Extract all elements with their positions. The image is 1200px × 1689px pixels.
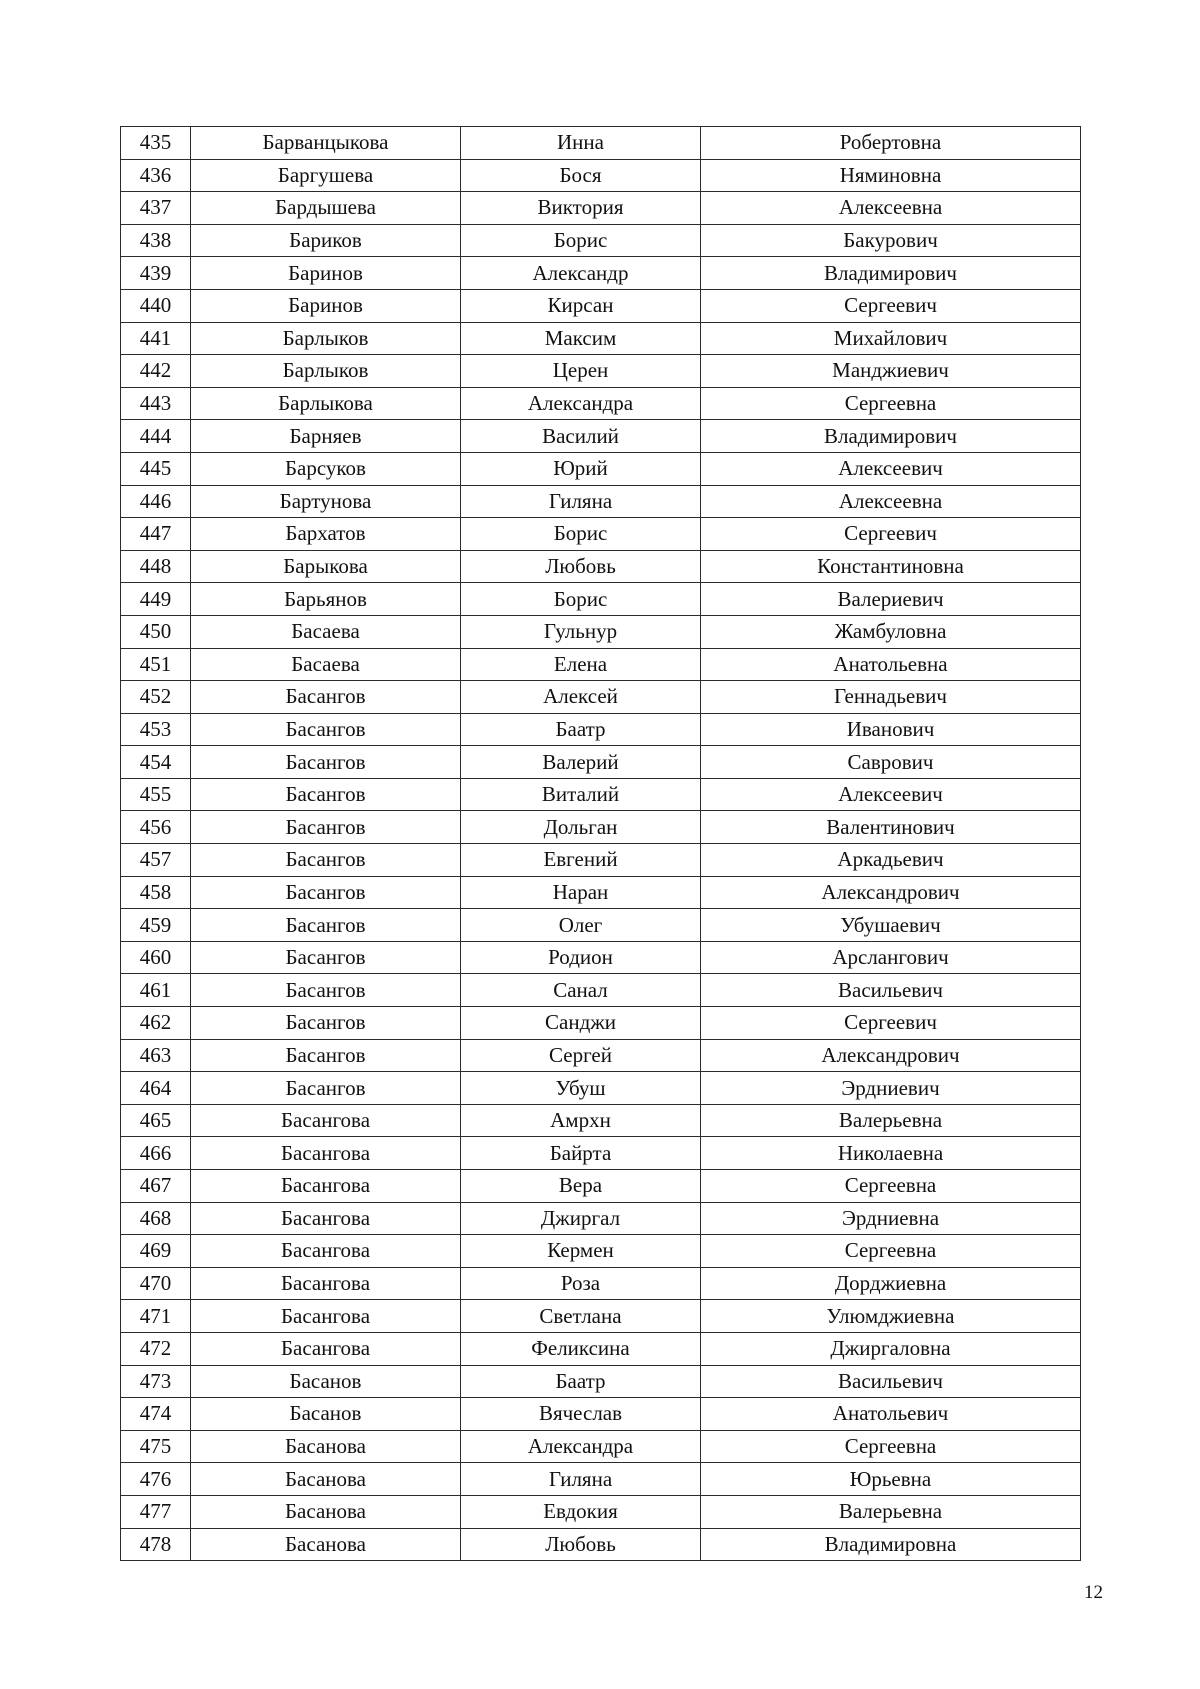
patronymic-cell: Владимирович: [701, 420, 1081, 453]
table-row: [121, 1365, 1081, 1398]
patronymic-cell: Константиновна: [701, 550, 1081, 583]
row-number-cell: 445: [121, 452, 191, 485]
first-name-cell: Елена: [461, 648, 701, 681]
last-name-cell: Басанова: [191, 1528, 461, 1561]
first-name-cell: Любовь: [461, 550, 701, 583]
table-row: [121, 322, 1081, 355]
patronymic-cell: Бакурович: [701, 224, 1081, 257]
row-number-cell: 463: [121, 1039, 191, 1072]
first-name-cell: Александра: [461, 387, 701, 420]
patronymic-cell: Александрович: [701, 876, 1081, 909]
table-row: [121, 1007, 1081, 1040]
patronymic-cell: Саврович: [701, 746, 1081, 779]
last-name-cell: Басанова: [191, 1430, 461, 1463]
first-name-cell: Инна: [461, 127, 701, 160]
first-name-cell: Вячеслав: [461, 1398, 701, 1431]
roster-table-body: [121, 127, 1081, 1561]
patronymic-cell: Улюмджиевна: [701, 1300, 1081, 1333]
row-number-cell: 473: [121, 1365, 191, 1398]
table-row: [121, 844, 1081, 877]
table-row: [121, 681, 1081, 714]
table-row: [121, 1463, 1081, 1496]
row-number-cell: 452: [121, 681, 191, 714]
table-row: [121, 1072, 1081, 1105]
row-number-cell: 440: [121, 289, 191, 322]
patronymic-cell: Арслангович: [701, 941, 1081, 974]
patronymic-cell: Эрдниевич: [701, 1072, 1081, 1105]
row-number-cell: 469: [121, 1235, 191, 1268]
table-row: [121, 1039, 1081, 1072]
patronymic-cell: Иванович: [701, 713, 1081, 746]
last-name-cell: Басангова: [191, 1267, 461, 1300]
first-name-cell: Олег: [461, 909, 701, 942]
last-name-cell: Басангов: [191, 1007, 461, 1040]
first-name-cell: Юрий: [461, 452, 701, 485]
last-name-cell: Бархатов: [191, 518, 461, 551]
row-number-cell: 467: [121, 1170, 191, 1203]
last-name-cell: Басангов: [191, 1072, 461, 1105]
patronymic-cell: Манджиевич: [701, 355, 1081, 388]
first-name-cell: Джиргал: [461, 1202, 701, 1235]
row-number-cell: 444: [121, 420, 191, 453]
table-row: [121, 159, 1081, 192]
row-number-cell: 468: [121, 1202, 191, 1235]
last-name-cell: Бардышева: [191, 192, 461, 225]
table-row: [121, 876, 1081, 909]
last-name-cell: Басангова: [191, 1170, 461, 1203]
table-row: [121, 127, 1081, 160]
patronymic-cell: Анатольевна: [701, 648, 1081, 681]
patronymic-cell: Сергеевна: [701, 1430, 1081, 1463]
last-name-cell: Басангов: [191, 746, 461, 779]
table-row: [121, 648, 1081, 681]
row-number-cell: 460: [121, 941, 191, 974]
table-row: [121, 1528, 1081, 1561]
table-row: [121, 224, 1081, 257]
table-row: [121, 1202, 1081, 1235]
first-name-cell: Борис: [461, 224, 701, 257]
last-name-cell: Баринов: [191, 289, 461, 322]
first-name-cell: Роза: [461, 1267, 701, 1300]
last-name-cell: Басангова: [191, 1332, 461, 1365]
table-row: [121, 1398, 1081, 1431]
row-number-cell: 478: [121, 1528, 191, 1561]
row-number-cell: 464: [121, 1072, 191, 1105]
table-row: [121, 289, 1081, 322]
patronymic-cell: Эрдниевна: [701, 1202, 1081, 1235]
last-name-cell: Басангова: [191, 1104, 461, 1137]
row-number-cell: 456: [121, 811, 191, 844]
first-name-cell: Сергей: [461, 1039, 701, 1072]
first-name-cell: Борис: [461, 583, 701, 616]
last-name-cell: Басангов: [191, 1039, 461, 1072]
last-name-cell: Басангов: [191, 681, 461, 714]
patronymic-cell: Сергеевич: [701, 289, 1081, 322]
table-row: [121, 811, 1081, 844]
last-name-cell: Бартунова: [191, 485, 461, 518]
patronymic-cell: Няминовна: [701, 159, 1081, 192]
patronymic-cell: Аркадьевич: [701, 844, 1081, 877]
row-number-cell: 449: [121, 583, 191, 616]
table-row: [121, 941, 1081, 974]
row-number-cell: 459: [121, 909, 191, 942]
last-name-cell: Барлыков: [191, 322, 461, 355]
first-name-cell: Александра: [461, 1430, 701, 1463]
table-row: [121, 974, 1081, 1007]
last-name-cell: Баринов: [191, 257, 461, 290]
first-name-cell: Баатр: [461, 713, 701, 746]
last-name-cell: Басангов: [191, 909, 461, 942]
last-name-cell: Басаева: [191, 648, 461, 681]
first-name-cell: Байрта: [461, 1137, 701, 1170]
row-number-cell: 461: [121, 974, 191, 1007]
row-number-cell: 436: [121, 159, 191, 192]
row-number-cell: 457: [121, 844, 191, 877]
first-name-cell: Гиляна: [461, 485, 701, 518]
first-name-cell: Кермен: [461, 1235, 701, 1268]
patronymic-cell: Юрьевна: [701, 1463, 1081, 1496]
patronymic-cell: Сергеевич: [701, 1007, 1081, 1040]
table-row: [121, 518, 1081, 551]
patronymic-cell: Анатольевич: [701, 1398, 1081, 1431]
patronymic-cell: Алексеевна: [701, 485, 1081, 518]
patronymic-cell: Жамбуловна: [701, 615, 1081, 648]
table-row: [121, 420, 1081, 453]
patronymic-cell: Сергеевна: [701, 387, 1081, 420]
last-name-cell: Барыкова: [191, 550, 461, 583]
first-name-cell: Александр: [461, 257, 701, 290]
table-row: [121, 192, 1081, 225]
table-row: [121, 485, 1081, 518]
last-name-cell: Басаева: [191, 615, 461, 648]
patronymic-cell: Васильевич: [701, 1365, 1081, 1398]
roster-table: [120, 126, 1081, 1561]
first-name-cell: Родион: [461, 941, 701, 974]
first-name-cell: Алексей: [461, 681, 701, 714]
last-name-cell: Баргушева: [191, 159, 461, 192]
first-name-cell: Евгений: [461, 844, 701, 877]
patronymic-cell: Васильевич: [701, 974, 1081, 1007]
last-name-cell: Басангов: [191, 941, 461, 974]
first-name-cell: Гульнур: [461, 615, 701, 648]
first-name-cell: Борис: [461, 518, 701, 551]
patronymic-cell: Джиргаловна: [701, 1332, 1081, 1365]
last-name-cell: Басангова: [191, 1300, 461, 1333]
first-name-cell: Бося: [461, 159, 701, 192]
first-name-cell: Светлана: [461, 1300, 701, 1333]
patronymic-cell: Валерьевна: [701, 1495, 1081, 1528]
first-name-cell: Санджи: [461, 1007, 701, 1040]
row-number-cell: 466: [121, 1137, 191, 1170]
last-name-cell: Басангова: [191, 1137, 461, 1170]
last-name-cell: Басангов: [191, 876, 461, 909]
table-row: [121, 550, 1081, 583]
last-name-cell: Барьянов: [191, 583, 461, 616]
last-name-cell: Басангова: [191, 1202, 461, 1235]
table-row: [121, 778, 1081, 811]
row-number-cell: 450: [121, 615, 191, 648]
table-row: [121, 909, 1081, 942]
first-name-cell: Кирсан: [461, 289, 701, 322]
row-number-cell: 451: [121, 648, 191, 681]
patronymic-cell: Сергеевна: [701, 1170, 1081, 1203]
row-number-cell: 442: [121, 355, 191, 388]
page-number: 12: [1084, 1582, 1103, 1603]
table-row: [121, 452, 1081, 485]
row-number-cell: 438: [121, 224, 191, 257]
table-row: [121, 713, 1081, 746]
row-number-cell: 437: [121, 192, 191, 225]
table-row: [121, 583, 1081, 616]
row-number-cell: 474: [121, 1398, 191, 1431]
patronymic-cell: Михайлович: [701, 322, 1081, 355]
table-row: [121, 615, 1081, 648]
patronymic-cell: Владимирович: [701, 257, 1081, 290]
patronymic-cell: Валерьевна: [701, 1104, 1081, 1137]
row-number-cell: 454: [121, 746, 191, 779]
row-number-cell: 475: [121, 1430, 191, 1463]
first-name-cell: Евдокия: [461, 1495, 701, 1528]
first-name-cell: Убуш: [461, 1072, 701, 1105]
last-name-cell: Басанова: [191, 1495, 461, 1528]
first-name-cell: Феликсина: [461, 1332, 701, 1365]
row-number-cell: 447: [121, 518, 191, 551]
row-number-cell: 446: [121, 485, 191, 518]
patronymic-cell: Александрович: [701, 1039, 1081, 1072]
patronymic-cell: Убушаевич: [701, 909, 1081, 942]
first-name-cell: Виталий: [461, 778, 701, 811]
patronymic-cell: Валериевич: [701, 583, 1081, 616]
row-number-cell: 458: [121, 876, 191, 909]
first-name-cell: Вера: [461, 1170, 701, 1203]
first-name-cell: Любовь: [461, 1528, 701, 1561]
first-name-cell: Валерий: [461, 746, 701, 779]
table-row: [121, 1267, 1081, 1300]
patronymic-cell: Дорджиевна: [701, 1267, 1081, 1300]
row-number-cell: 455: [121, 778, 191, 811]
row-number-cell: 471: [121, 1300, 191, 1333]
patronymic-cell: Алексеевич: [701, 778, 1081, 811]
row-number-cell: 465: [121, 1104, 191, 1137]
table-row: [121, 1104, 1081, 1137]
row-number-cell: 476: [121, 1463, 191, 1496]
first-name-cell: Баатр: [461, 1365, 701, 1398]
first-name-cell: Максим: [461, 322, 701, 355]
first-name-cell: Виктория: [461, 192, 701, 225]
table-row: [121, 1137, 1081, 1170]
table-row: [121, 1332, 1081, 1365]
patronymic-cell: Робертовна: [701, 127, 1081, 160]
table-row: [121, 1430, 1081, 1463]
table-row: [121, 387, 1081, 420]
first-name-cell: Церен: [461, 355, 701, 388]
row-number-cell: 453: [121, 713, 191, 746]
table-row: [121, 746, 1081, 779]
last-name-cell: Басангов: [191, 844, 461, 877]
patronymic-cell: Владимировна: [701, 1528, 1081, 1561]
last-name-cell: Басангова: [191, 1235, 461, 1268]
last-name-cell: Басангов: [191, 713, 461, 746]
last-name-cell: Барняев: [191, 420, 461, 453]
patronymic-cell: Сергеевна: [701, 1235, 1081, 1268]
last-name-cell: Барлыкова: [191, 387, 461, 420]
last-name-cell: Басангов: [191, 811, 461, 844]
first-name-cell: Гиляна: [461, 1463, 701, 1496]
row-number-cell: 470: [121, 1267, 191, 1300]
last-name-cell: Басангов: [191, 974, 461, 1007]
table-row: [121, 1170, 1081, 1203]
patronymic-cell: Алексеевич: [701, 452, 1081, 485]
table-row: [121, 355, 1081, 388]
last-name-cell: Басангов: [191, 778, 461, 811]
table-row: [121, 257, 1081, 290]
first-name-cell: Василий: [461, 420, 701, 453]
row-number-cell: 439: [121, 257, 191, 290]
first-name-cell: Санал: [461, 974, 701, 1007]
row-number-cell: 472: [121, 1332, 191, 1365]
patronymic-cell: Сергеевич: [701, 518, 1081, 551]
first-name-cell: Наран: [461, 876, 701, 909]
patronymic-cell: Николаевна: [701, 1137, 1081, 1170]
table-row: [121, 1300, 1081, 1333]
first-name-cell: Амрхн: [461, 1104, 701, 1137]
first-name-cell: Дольган: [461, 811, 701, 844]
row-number-cell: 441: [121, 322, 191, 355]
row-number-cell: 477: [121, 1495, 191, 1528]
last-name-cell: Барлыков: [191, 355, 461, 388]
last-name-cell: Барванцыкова: [191, 127, 461, 160]
last-name-cell: Бариков: [191, 224, 461, 257]
last-name-cell: Басанова: [191, 1463, 461, 1496]
last-name-cell: Басанов: [191, 1365, 461, 1398]
row-number-cell: 443: [121, 387, 191, 420]
patronymic-cell: Валентинович: [701, 811, 1081, 844]
last-name-cell: Басанов: [191, 1398, 461, 1431]
last-name-cell: Барсуков: [191, 452, 461, 485]
table-row: [121, 1495, 1081, 1528]
patronymic-cell: Геннадьевич: [701, 681, 1081, 714]
row-number-cell: 462: [121, 1007, 191, 1040]
row-number-cell: 435: [121, 127, 191, 160]
table-row: [121, 1235, 1081, 1268]
patronymic-cell: Алексеевна: [701, 192, 1081, 225]
row-number-cell: 448: [121, 550, 191, 583]
